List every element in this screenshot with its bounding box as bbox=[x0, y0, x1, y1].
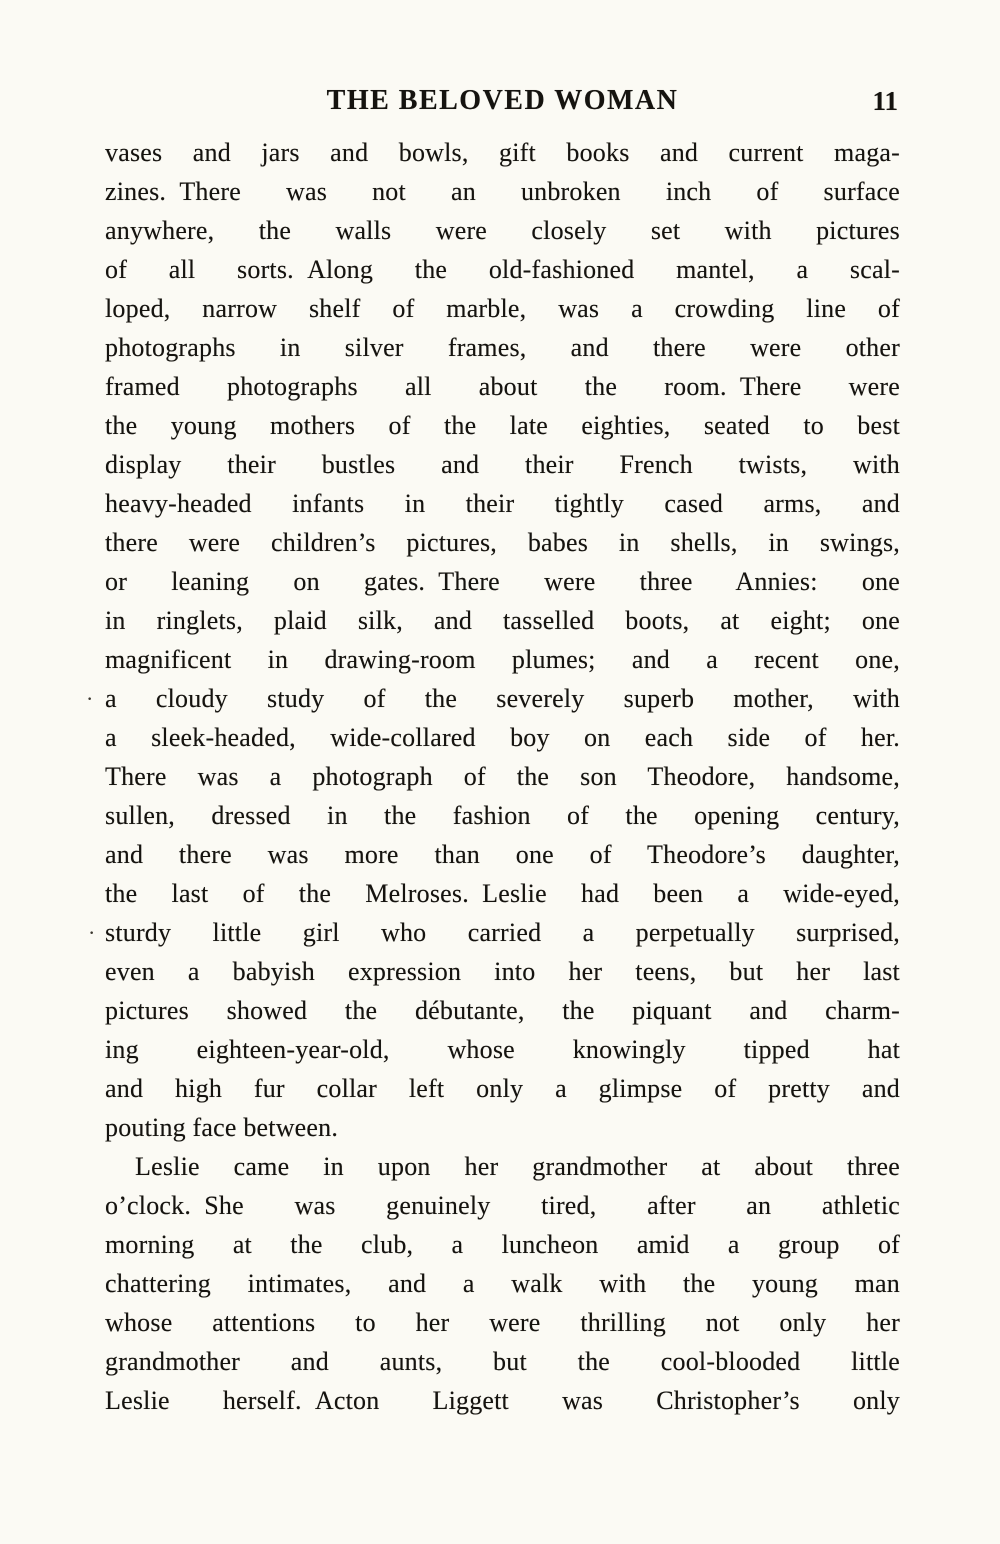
text-line: chattering intimates, and a walk with the young man bbox=[105, 1269, 900, 1298]
text-line: sturdy little girl who carried a perpetually surprised, bbox=[105, 918, 900, 947]
text-line: heavy-headed infants in their tightly cased arms, and bbox=[105, 489, 900, 518]
text-line: pictures showed the débutante, the piquant and charm- bbox=[105, 996, 900, 1025]
text-line: and high fur collar left only a glimpse of pretty and bbox=[105, 1074, 900, 1103]
text-line: framed photographs all about the room. There were bbox=[105, 372, 900, 401]
text-line: a sleek-headed, wide-collared boy on each side of her. bbox=[105, 723, 900, 752]
text-line: Leslie came in upon her grandmother at about three bbox=[135, 1152, 900, 1181]
scan-artifact-dot: · bbox=[88, 920, 96, 945]
text-line: loped, narrow shelf of marble, was a crowding line of bbox=[105, 294, 900, 323]
paragraph bbox=[105, 133, 900, 1147]
text-line: grandmother and aunts, but the cool-blooded little bbox=[105, 1347, 900, 1376]
text-line: the last of the Melroses. Leslie had been a wide-eyed, bbox=[105, 879, 900, 908]
text-line: There was a photograph of the son Theodore, handsome, bbox=[105, 762, 900, 791]
text-line: anywhere, the walls were closely set with pictures bbox=[105, 216, 900, 245]
text-line: sullen, dressed in the fashion of the opening century, bbox=[105, 801, 900, 830]
text-line: Leslie herself. Acton Liggett was Christopher’s only bbox=[105, 1386, 900, 1415]
text-body bbox=[105, 133, 900, 1420]
text-line: whose attentions to her were thrilling not only her bbox=[105, 1308, 900, 1337]
scan-artifact-dot: · bbox=[86, 686, 94, 711]
text-line: display their bustles and their French twists, with bbox=[105, 450, 900, 479]
text-line: a cloudy study of the severely superb mother, with bbox=[105, 684, 900, 713]
text-line: vases and jars and bowls, gift books and current maga- bbox=[105, 138, 900, 167]
text-line: photographs in silver frames, and there were other bbox=[105, 333, 900, 362]
text-line: in ringlets, plaid silk, and tasselled boots, at eight; one bbox=[105, 606, 900, 635]
text-line: morning at the club, a luncheon amid a group of bbox=[105, 1230, 900, 1259]
text-line: of all sorts. Along the old-fashioned mantel, a scal- bbox=[105, 255, 900, 284]
running-title: THE BELOVED WOMAN bbox=[326, 85, 679, 116]
text-line: the young mothers of the late eighties, seated to best bbox=[105, 411, 900, 440]
page-number: 11 bbox=[872, 86, 898, 116]
text-line: even a babyish expression into her teens, but her last bbox=[105, 957, 900, 986]
text-line: there were children’s pictures, babes in shells, in swings, bbox=[105, 528, 900, 557]
text-line: ing eighteen-year-old, whose knowingly tipped hat bbox=[105, 1035, 900, 1064]
text-line: o’clock. She was genuinely tired, after an athletic bbox=[105, 1191, 900, 1220]
text-line: pouting face between. bbox=[105, 1113, 339, 1142]
text-line: magnificent in drawing-room plumes; and a recent one, bbox=[105, 645, 900, 674]
text-line: zines. There was not an unbroken inch of surface bbox=[105, 177, 900, 206]
running-header bbox=[105, 84, 900, 118]
paragraph bbox=[105, 1147, 900, 1420]
text-line: or leaning on gates. There were three Annies: one bbox=[105, 567, 900, 596]
text-line: and there was more than one of Theodore’s daughter, bbox=[105, 840, 900, 869]
